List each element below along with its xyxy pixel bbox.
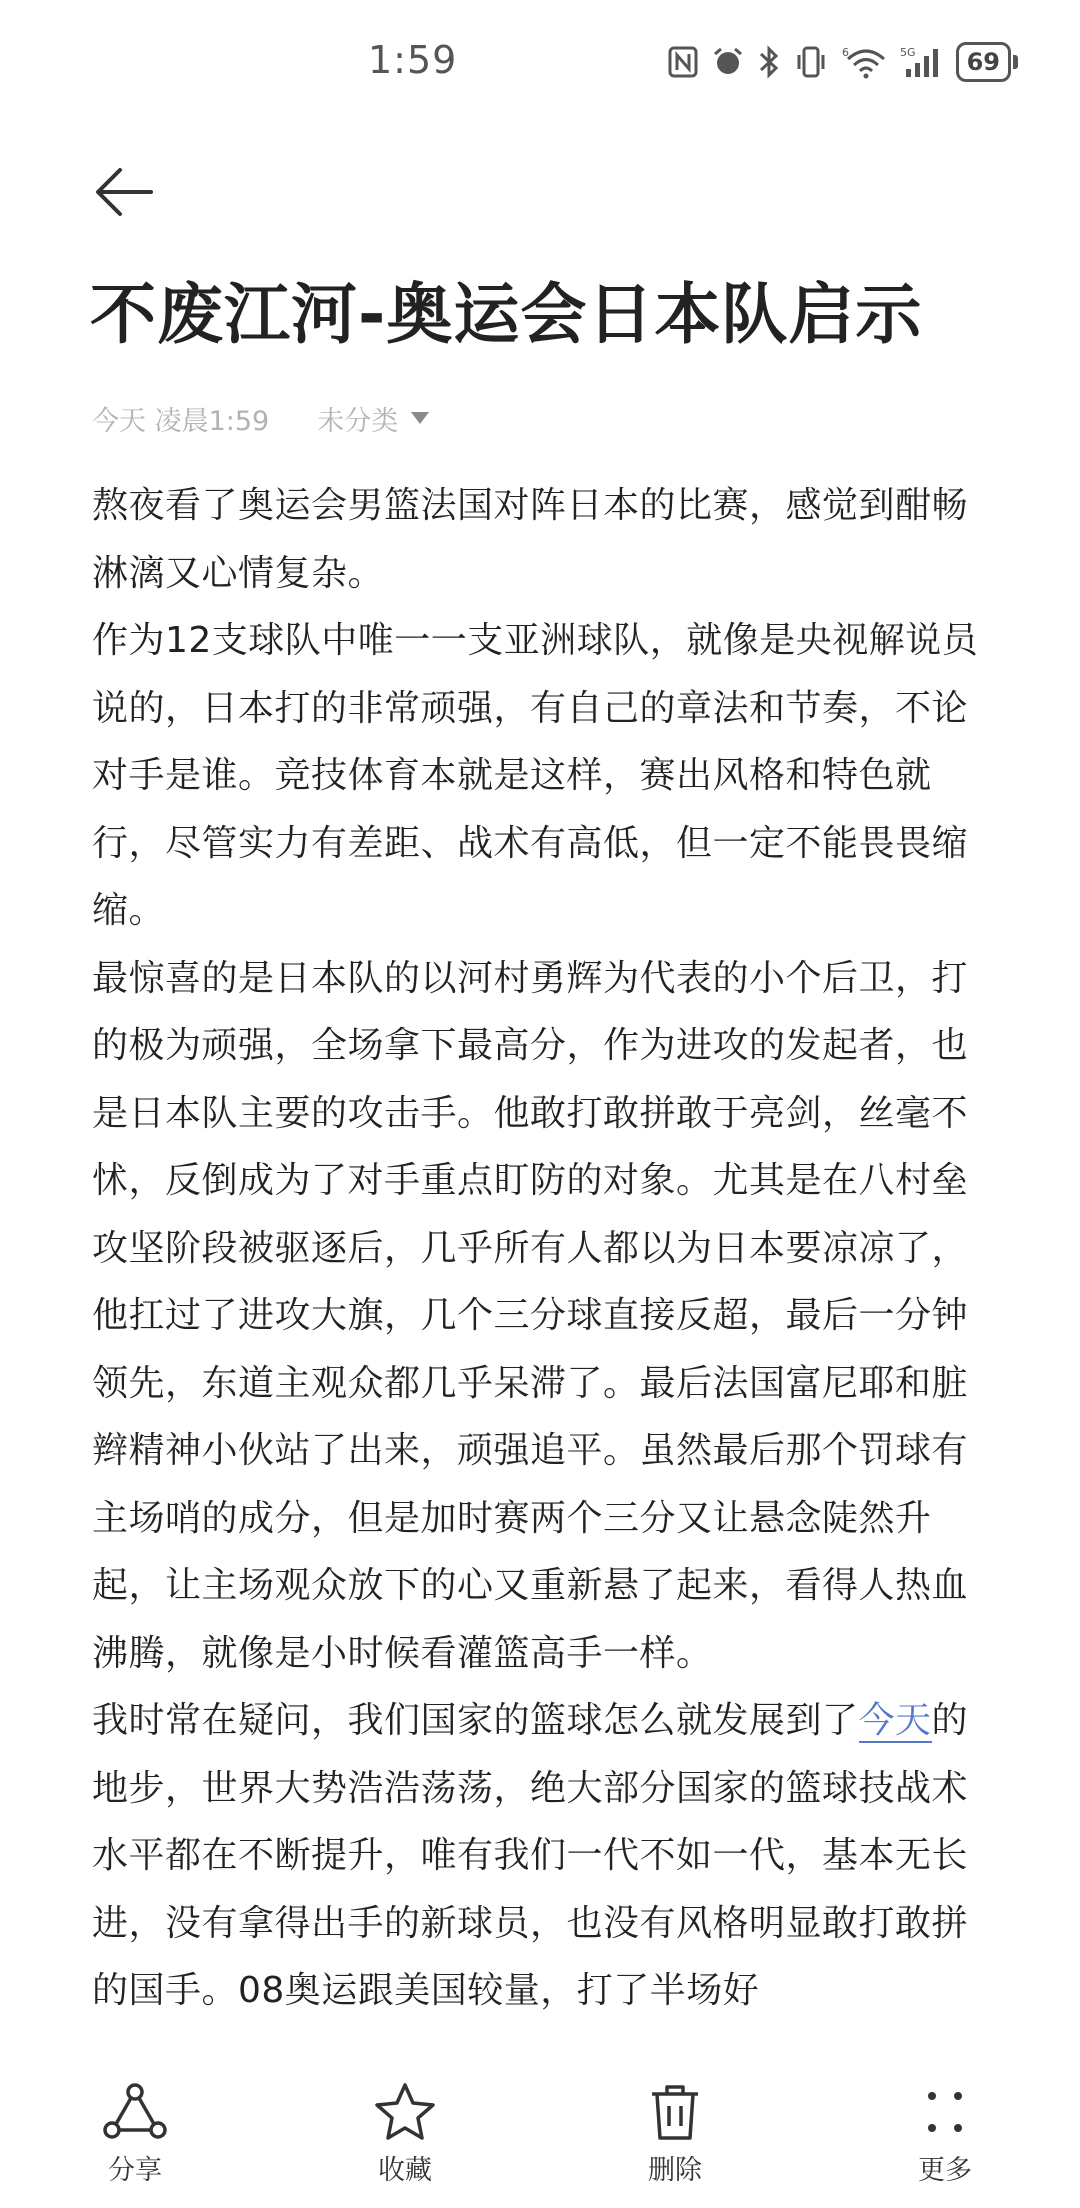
delete-button[interactable] xyxy=(540,2064,810,2208)
more-label: 更多 xyxy=(918,2155,972,2186)
svg-text:6: 6 xyxy=(841,46,849,59)
back-arrow-icon xyxy=(94,166,154,218)
alarm-icon xyxy=(712,46,744,78)
favorite-label: 收藏 xyxy=(378,2155,432,2186)
battery-icon xyxy=(956,42,1018,82)
signal-5g-icon xyxy=(900,45,942,79)
trash-icon xyxy=(642,2082,708,2142)
paragraph-text: 的地步，世界大势浩浩荡荡，绝大部分国家的篮球技战术水平都在不断提升，唯有我们一代不如一代，基本无长进，没有拿得出手的新球员，也没有风格明显敢打敢拼的国手。08奥运跟美国较量，打了半场好 xyxy=(92,1700,969,2011)
more-dots-icon xyxy=(912,2082,978,2142)
more-button[interactable] xyxy=(810,2064,1080,2208)
star-icon xyxy=(372,2082,438,2142)
status-icons xyxy=(668,40,1018,84)
favorite-button[interactable] xyxy=(270,2064,540,2208)
note-body[interactable] xyxy=(92,472,992,2025)
category-dropdown[interactable] xyxy=(317,399,430,438)
paragraph: 最惊喜的是日本队的以河村勇辉为代表的小个后卫，打的极为顽强，全场拿下最高分，作为进攻的发起者，也是日本队主要的攻击手。他敢打敢拼敢于亮剑，丝毫不怵，反倒成为了对手重点盯防的对象。尤其是在八村垒攻坚阶段被驱逐后，几乎所有人都以为日本要凉凉了，他扛过了进攻大旗，几个三分球直接反超，最后一分钟领先，东道主观众都几乎呆滞了。最后法国富尼耶和脏辫精神小伙站了出来，顽强追平。虽然最后那个罚球有主场哨的成分，但是加时赛两个三分又让悬念陡然升起，让主场观众放下的心又重新悬了起来，看得人热血沸腾，就像是小时候看灌篮高手一样。 xyxy=(92,957,969,1674)
delete-label: 删除 xyxy=(648,2155,702,2186)
vibrate-icon xyxy=(794,45,828,79)
date-link[interactable]: 今天 xyxy=(858,1700,932,1741)
bottom-toolbar xyxy=(0,2064,1080,2208)
share-label: 分享 xyxy=(108,2155,162,2186)
paragraph xyxy=(92,1687,992,2025)
nfc-icon xyxy=(668,46,698,78)
paragraph: 熬夜看了奥运会男篮法国对阵日本的比赛，感觉到酣畅淋漓又心情复杂。 xyxy=(92,485,969,594)
paragraph: 作为12支球队中唯一一支亚洲球队，就像是央视解说员说的，日本打的非常顽强，有自己的章法和节奏，不论对手是谁。竞技体育本就是这样，赛出风格和特色就行，尽管实力有差距、战术有高低，但一定不能畏畏缩缩。 xyxy=(92,620,979,931)
wifi-icon xyxy=(842,45,886,79)
note-meta xyxy=(92,396,430,440)
paragraph-text: 我时常在疑问，我们国家的篮球怎么就发展到了 xyxy=(92,1700,859,1741)
back-button[interactable] xyxy=(84,152,164,232)
note-timestamp: 今天 凌晨1:59 xyxy=(92,405,270,437)
status-bar xyxy=(0,0,1080,126)
note-title[interactable]: 不废江河-奥运会日本队启示 xyxy=(90,276,923,353)
share-icon xyxy=(102,2082,168,2142)
svg-text:5G: 5G xyxy=(899,46,916,59)
battery-level: 69 xyxy=(956,42,1011,82)
dropdown-triangle-icon xyxy=(410,411,430,425)
category-label: 未分类 xyxy=(317,405,399,437)
share-button[interactable] xyxy=(0,2064,270,2208)
status-time: 1:59 xyxy=(368,38,458,82)
bluetooth-icon xyxy=(758,45,780,79)
